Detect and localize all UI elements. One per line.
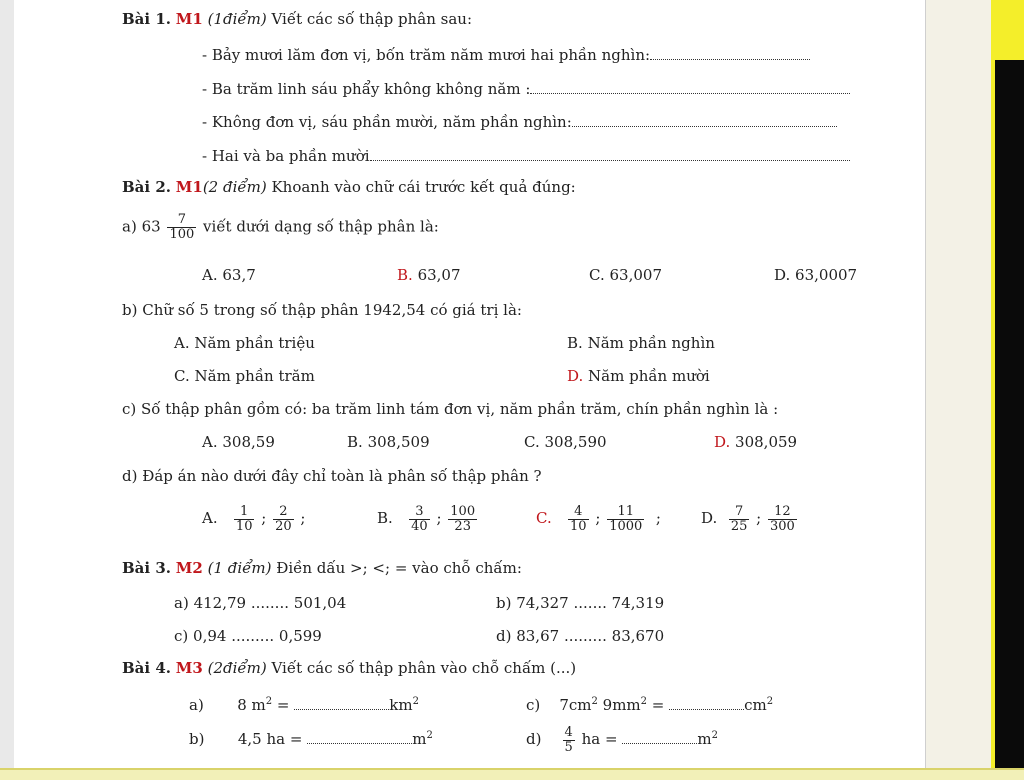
bai2c-option-a[interactable]: A. 308,59 <box>202 433 275 451</box>
bai2b-question: b) Chữ số 5 trong số thập phân 1942,54 có giá trị là: <box>122 301 522 319</box>
bai1-item-4: - Hai và ba phần mười <box>202 147 850 165</box>
bai2d-option-a[interactable]: A. $\frac{1}{10}$ ; $\frac{2}{20}$ ; <box>202 503 306 534</box>
answer-blank[interactable] <box>294 697 389 710</box>
bai2d-question: d) Đáp án nào dưới đây chỉ toàn là phân số thập phân ? <box>122 467 542 485</box>
answer-blank[interactable]: ......... <box>563 627 607 645</box>
bai2c-option-b[interactable]: B. 308,509 <box>347 433 430 451</box>
bai2c-option-c[interactable]: C. 308,590 <box>524 433 607 451</box>
answer-blank[interactable] <box>650 47 810 60</box>
bai2c-question: c) Số thập phân gồm có: ba trăm linh tám đơn vị, năm phần trăm, chín phần nghìn là : <box>122 400 779 418</box>
bai1-item-3: - Không đơn vị, sáu phần mười, năm phần nghìn: <box>202 113 837 131</box>
bai1-prompt: Viết các số thập phân sau: <box>271 10 473 28</box>
bai2d-option-c[interactable]: C. $\frac{4}{10}$ ; $\frac{11}{1000}$ ; <box>536 503 661 534</box>
fraction: $\frac{7}{100}$ <box>169 212 195 242</box>
answer-blank[interactable] <box>530 81 850 94</box>
right-margin <box>925 0 993 778</box>
bai2a-option-d[interactable]: D. 63,0007 <box>774 266 858 284</box>
bottom-bar <box>0 768 1024 780</box>
bai2b-option-d[interactable]: D. Năm phần mười <box>567 367 710 385</box>
bai3-heading: Bài 3. M2 (1 điểm) Điền dấu >; <; = vào chỗ chấm: <box>122 559 522 577</box>
bai4-item-a: a) 8 $m^2 = km^2$ <box>189 696 419 714</box>
bai2b-option-c[interactable]: C. Năm phần trăm <box>174 367 315 385</box>
left-margin <box>0 0 14 778</box>
answer-blank[interactable]: ....... <box>573 594 607 612</box>
bai2c-option-d[interactable]: D. 308,059 <box>714 433 798 451</box>
side-panel <box>995 60 1024 770</box>
bai2a-question: a) 63 $\frac{7}{100}$ viết dưới dạng số thập phân là: <box>122 212 439 242</box>
bai1-item-2: - Ba trăm linh sáu phẩy không không năm : <box>202 80 850 98</box>
bai2a-option-a[interactable]: A. 63,7 <box>202 266 256 284</box>
bai3-item-a: a) 412,79 ........ 501,04 <box>174 594 347 612</box>
answer-blank[interactable] <box>307 731 412 744</box>
bai4-heading: Bài 4. M3 (2điểm) Viết các số thập phân vào chỗ chấm (...) <box>122 659 577 677</box>
bai3-item-c: c) 0,94 ......... 0,599 <box>174 627 322 645</box>
bai2d-option-b[interactable]: B. $\frac{3}{40}$ ; $\frac{100}{23}$ <box>377 503 476 534</box>
answer-blank[interactable]: ......... <box>231 627 275 645</box>
bai1-title: Bài 1. <box>122 10 171 28</box>
bai4-item-c: c) $7cm^2$ $9mm^2 = cm^2$ <box>526 696 774 714</box>
bai3-item-d: d) 83,67 ......... 83,670 <box>496 627 665 645</box>
bai1-points: (1điểm) <box>207 10 267 28</box>
bai2b-option-a[interactable]: A. Năm phần triệu <box>174 334 315 352</box>
answer-blank[interactable] <box>669 697 744 710</box>
answer-blank[interactable] <box>572 114 837 127</box>
answer-blank[interactable] <box>622 731 697 744</box>
bai1-level: M1 <box>175 10 203 28</box>
bai2a-option-c[interactable]: C. 63,007 <box>589 266 662 284</box>
bai4-item-b: b) 4,5 ha = $m^2$ <box>189 730 433 748</box>
bai2-heading: Bài 2. M1(2 điểm) Khoanh vào chữ cái trước kết quả đúng: <box>122 178 576 196</box>
document-page <box>14 0 925 768</box>
answer-blank[interactable]: ........ <box>250 594 289 612</box>
bai2a-option-b[interactable]: B. 63,07 <box>397 266 461 284</box>
bai1-heading <box>122 10 472 28</box>
answer-blank[interactable] <box>370 148 850 161</box>
bai1-item-1: - Bảy mươi lăm đơn vị, bốn trăm năm mươi hai phần nghìn: <box>202 46 810 64</box>
bai2b-option-b[interactable]: B. Năm phần nghìn <box>567 334 715 352</box>
bai3-item-b: b) 74,327 ....... 74,319 <box>496 594 665 612</box>
bai2d-option-d[interactable]: D. $\frac{7}{25}$ ; $\frac{12}{300}$ <box>701 503 795 534</box>
bai4-item-d: d) $\frac{4}{5}$ ha = $m^2$ <box>526 724 718 755</box>
